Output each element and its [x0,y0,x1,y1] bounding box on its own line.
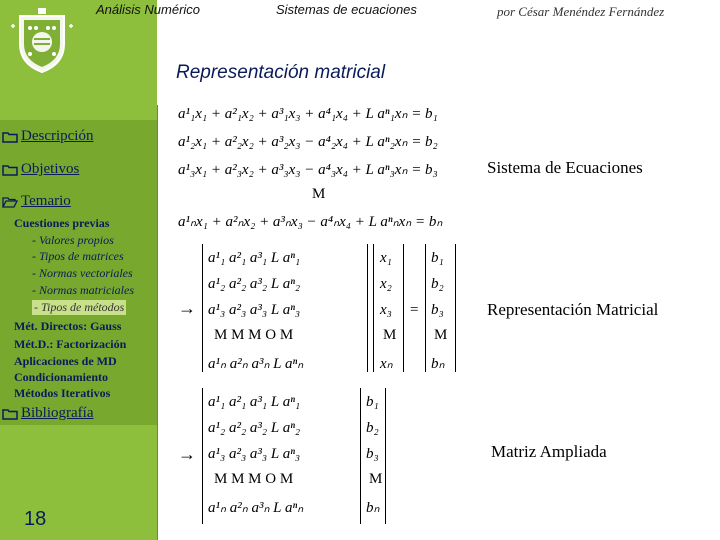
augmented-row-3: a¹₃ a²₃ a³₃ L aⁿ₃ [208,446,301,462]
nav-bibliografia-label: Bibliografía [21,405,94,421]
augmented-b-3: b₃ [366,446,379,462]
page-number: 18 [24,508,47,530]
matrix-left-bracket [202,244,203,372]
equation-row-2: a¹₂x₁ + a²₂x₂ + a³₂x₃ − a⁴₂x₄ + L aⁿ₂xₙ = b₂ [178,134,438,150]
equation-row-dots: M [312,186,326,202]
b-2: b₂ [431,276,444,292]
header-subject: Análisis Numérico [96,2,201,17]
x-dots: M [383,327,397,343]
b-3: b₃ [431,302,444,318]
b-1: b₁ [431,250,444,266]
nav-factorizacion[interactable]: Mét.D.: Factorización [14,337,127,351]
nav-sub-normas-matriciales[interactable]: - Normas matriciales [32,283,134,297]
nav-objetivos[interactable] [2,161,79,178]
x-2: x₂ [380,276,392,292]
augmented-b-1: b₁ [366,394,379,410]
nav-descripcion-label: Descripción [21,128,94,144]
nav-descripcion[interactable] [2,128,93,145]
folder-icon [2,131,18,143]
nav-temario[interactable] [2,193,71,210]
header-topic: Sistemas de ecuaciones [276,2,417,17]
augmented-separator [360,388,361,524]
matrix-row-3: a¹₃ a²₃ a³₃ L aⁿ₃ [208,302,301,318]
matrix-row-2: a¹₂ a²₂ a³₂ L aⁿ₂ [208,276,301,292]
augmented-b-2: b₂ [366,420,379,436]
augmented-b-n: bₙ [366,500,380,516]
folder-icon [2,408,18,420]
nav-aplicaciones[interactable]: Aplicaciones de MD [14,354,117,368]
nav-directos[interactable]: Mét. Directos: Gauss [14,319,122,333]
augmented-left-bracket [202,388,203,524]
nav-temario-label: Temario [21,193,71,209]
matrix-right-bracket [367,244,368,372]
nav-sub-valores[interactable]: - Valores propios [32,233,114,247]
augmented-row-1: a¹₁ a²₁ a³₁ L aⁿ₁ [208,394,301,410]
equation-row-n: a¹ₙx₁ + a²ₙx₂ + a³ₙx₃ − a⁴ₙx₄ + L aⁿₙxₙ = bₙ [178,214,443,230]
nav-cuestiones[interactable]: Cuestiones previas [14,216,110,230]
augmented-row-dots: M M M O M [214,471,294,487]
equation-row-1: a¹₁x₁ + a²₁x₂ + a³₁x₃ + a⁴₁x₄ + L aⁿ₁xₙ = b₁ [178,106,438,122]
b-dots: M [434,327,448,343]
nav-sub-tipos-metodos[interactable]: - Tipos de métodos [34,300,125,314]
arrow-icon: → [178,444,196,464]
equals-sign: = [410,302,419,318]
b-left-bracket [425,244,426,372]
matrix-row-n: a¹ₙ a²ₙ a³ₙ L aⁿₙ [208,356,304,372]
divider [157,105,158,540]
b-right-bracket [455,244,456,372]
augmented-row-n: a¹ₙ a²ₙ a³ₙ L aⁿₙ [208,500,304,516]
nav-sub-normas-vectoriales[interactable]: - Normas vectoriales [32,266,133,280]
open-folder-icon [2,196,18,208]
augmented-b-dots: M [369,471,383,487]
nav-bibliografia[interactable] [2,405,93,422]
x-3: x₃ [380,302,392,318]
matrix-row-dots: M M M O M [214,327,294,343]
arrow-icon: → [178,298,196,318]
x-n: xₙ [380,356,393,372]
x-1: x₁ [380,250,392,266]
university-logo [6,6,78,74]
nav-condicionamiento[interactable]: Condicionamiento [14,370,109,384]
label-representacion: Representación Matricial [487,300,659,319]
folder-icon [2,164,18,176]
slide-title: Representación matricial [176,62,386,83]
augmented-row-2: a¹₂ a²₂ a³₂ L aⁿ₂ [208,420,301,436]
matrix-row-1: a¹₁ a²₁ a³₁ L aⁿ₁ [208,250,301,266]
x-left-bracket [373,244,374,372]
b-n: bₙ [431,356,445,372]
x-right-bracket [403,244,404,372]
nav-iterativos[interactable]: Métodos Iterativos [14,386,111,400]
augmented-right-bracket [385,388,386,524]
header-author: por César Menéndez Fernández [497,4,665,19]
label-ampliada: Matriz Ampliada [491,442,607,461]
label-sistema: Sistema de Ecuaciones [487,158,643,177]
equation-row-3: a¹₃x₁ + a²₃x₂ + a³₃x₃ − a⁴₃x₄ + L aⁿ₃xₙ = b₃ [178,162,438,178]
nav-sub-tipos-matrices[interactable]: - Tipos de matrices [32,249,124,263]
nav-objetivos-label: Objetivos [21,161,80,177]
